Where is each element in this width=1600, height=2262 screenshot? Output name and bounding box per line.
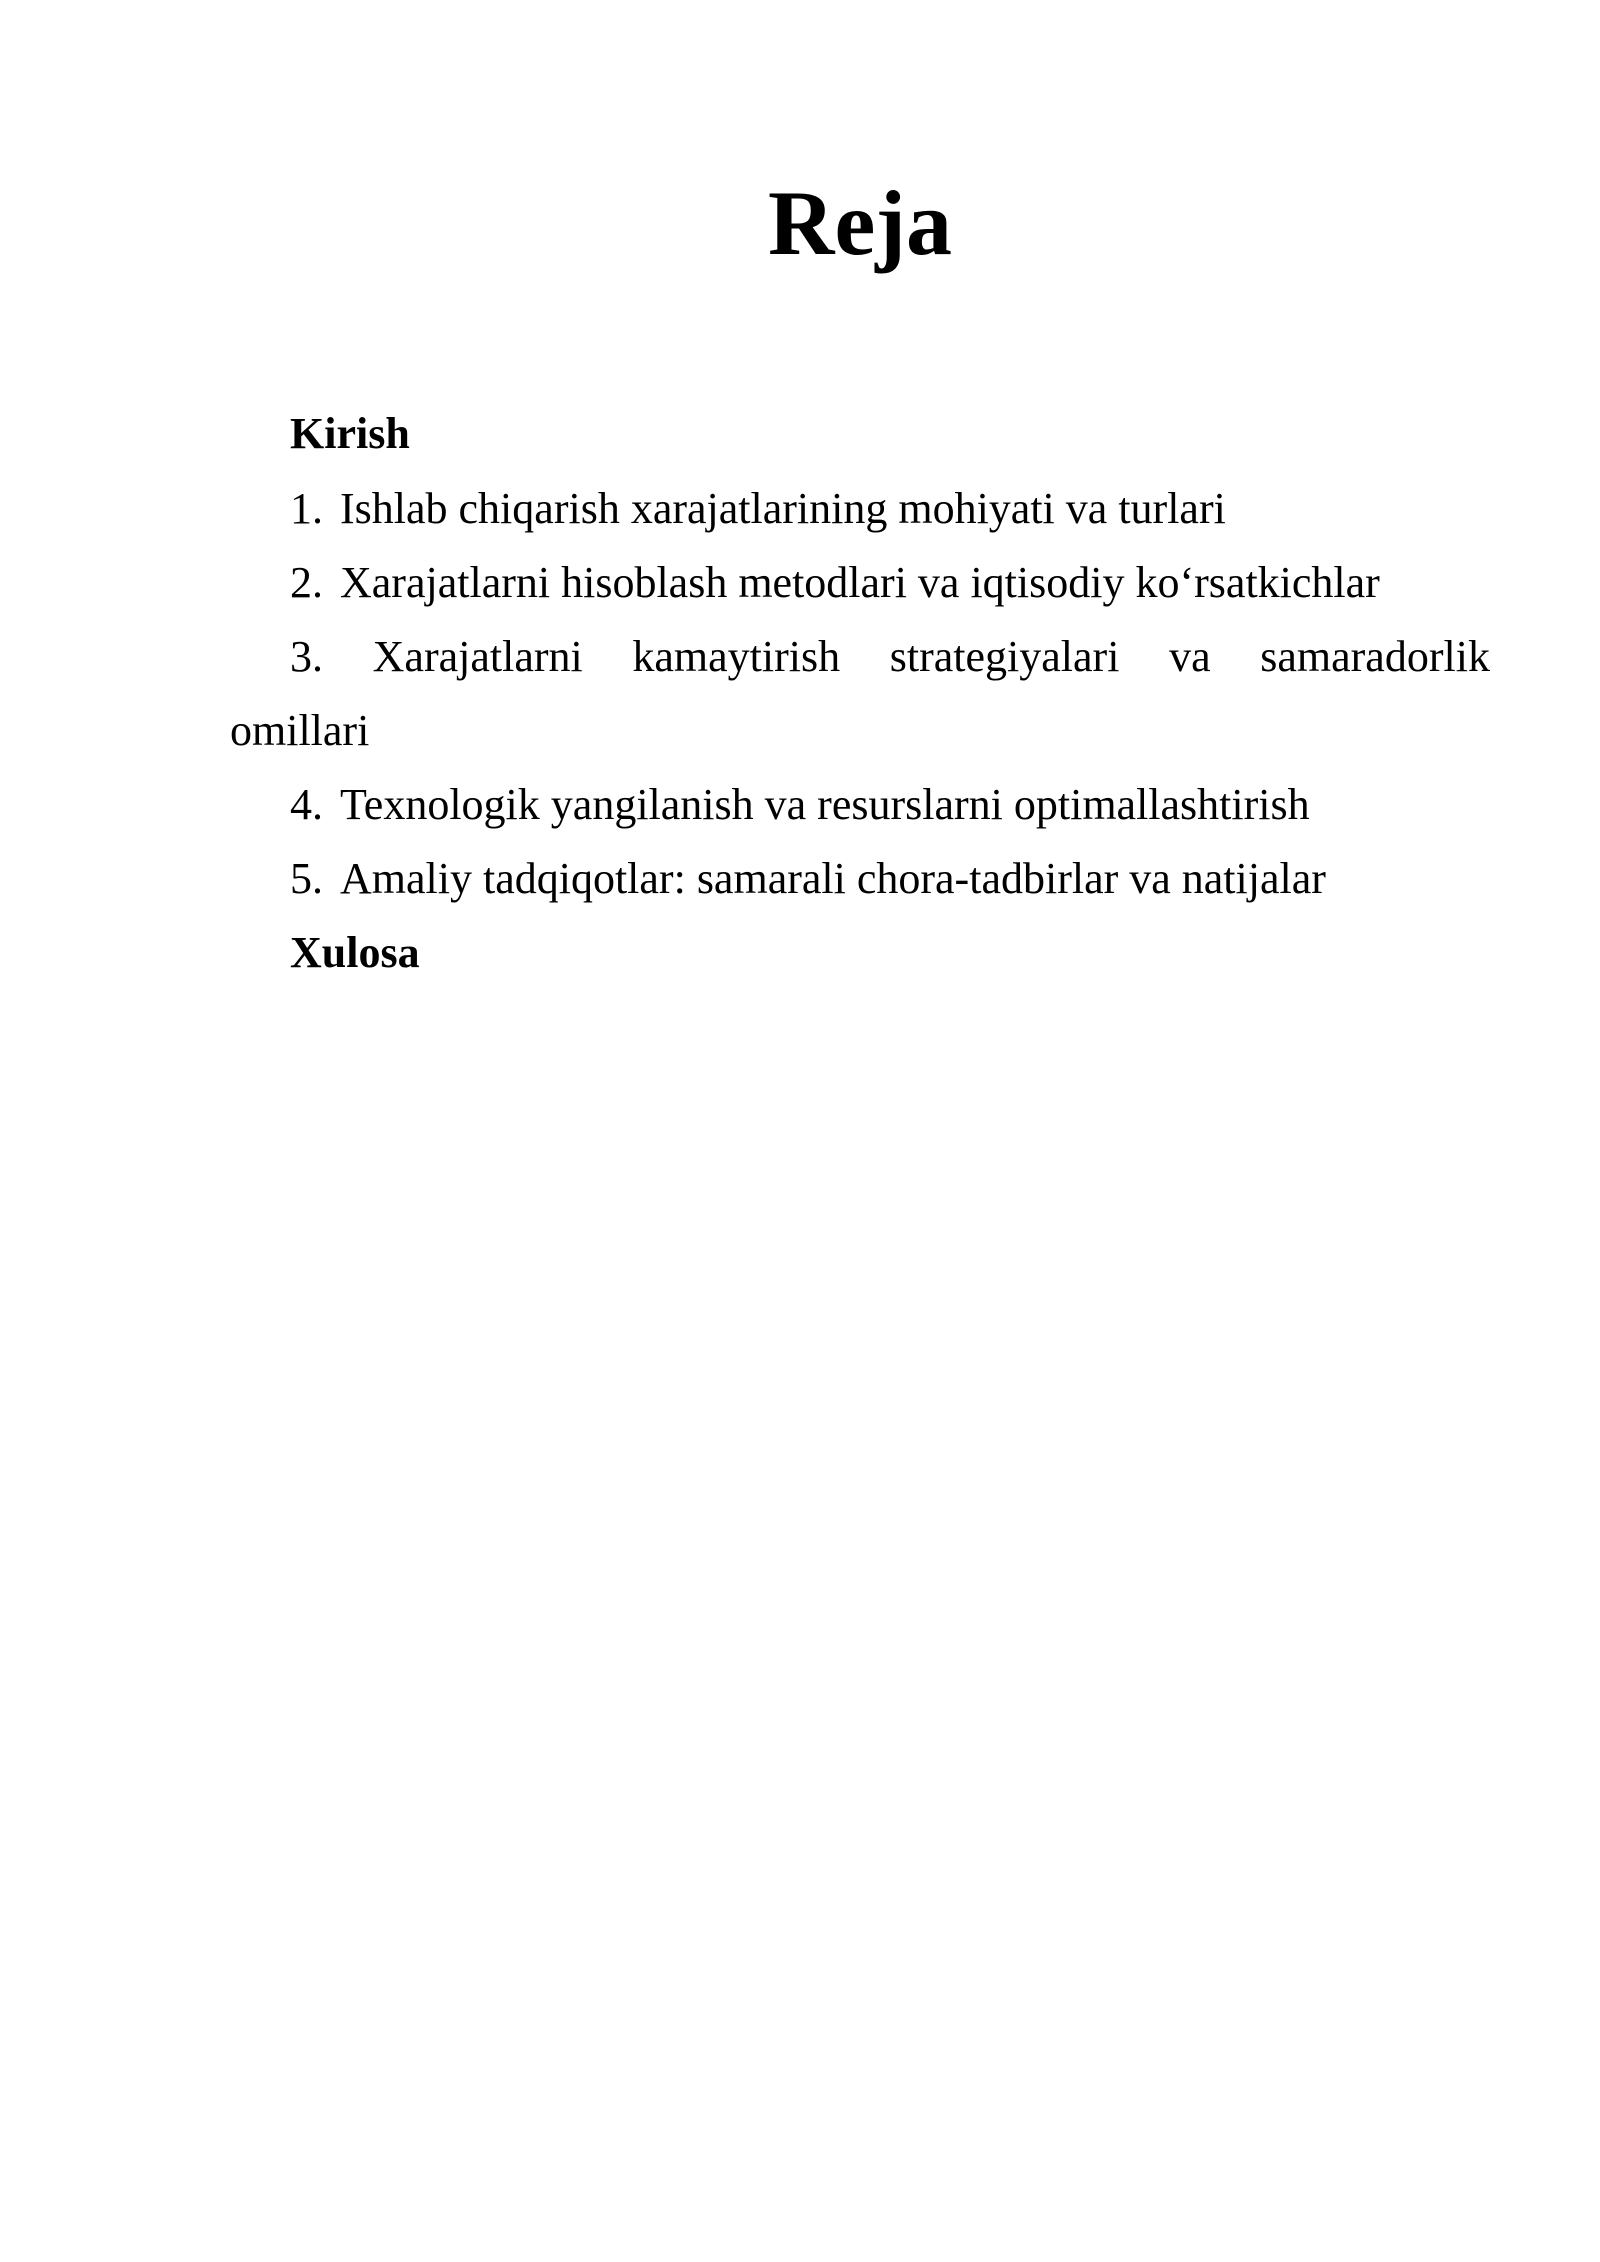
list-item — [290, 631, 1490, 683]
item-text: Texnologik yangilanish va resurslarni optimallashtirish — [340, 780, 1310, 829]
item-word: Xarajatlarni — [372, 632, 583, 681]
list-item — [290, 483, 1226, 535]
item-word: kamaytirish — [632, 632, 841, 681]
item-text: Amaliy tadqiqotlar: samarali chora-tadbirlar va natijalar — [340, 854, 1326, 903]
list-item — [290, 853, 1326, 905]
item-word: samaradorlik — [1260, 632, 1490, 681]
item-number: 2. — [290, 558, 323, 607]
item-number: 3. — [290, 632, 323, 681]
item-number: 5. — [290, 854, 323, 903]
page-title: Reja — [768, 172, 952, 274]
item-number: 4. — [290, 780, 323, 829]
item-word: strategiyalari — [889, 632, 1120, 681]
list-item — [290, 557, 1380, 609]
item-text: Xarajatlarni hisoblash metodlari va iqtisodiy ko‘rsatkichlar — [340, 558, 1380, 607]
item-continuation: omillari — [230, 706, 370, 755]
intro-heading: Kirish — [290, 409, 410, 458]
item-number: 1. — [290, 484, 323, 533]
item-word: va — [1169, 632, 1211, 681]
conclusion-heading: Xulosa — [290, 928, 420, 977]
item-text: Ishlab chiqarish xarajatlarining mohiyati va turlari — [340, 484, 1226, 533]
list-item — [290, 779, 1310, 831]
